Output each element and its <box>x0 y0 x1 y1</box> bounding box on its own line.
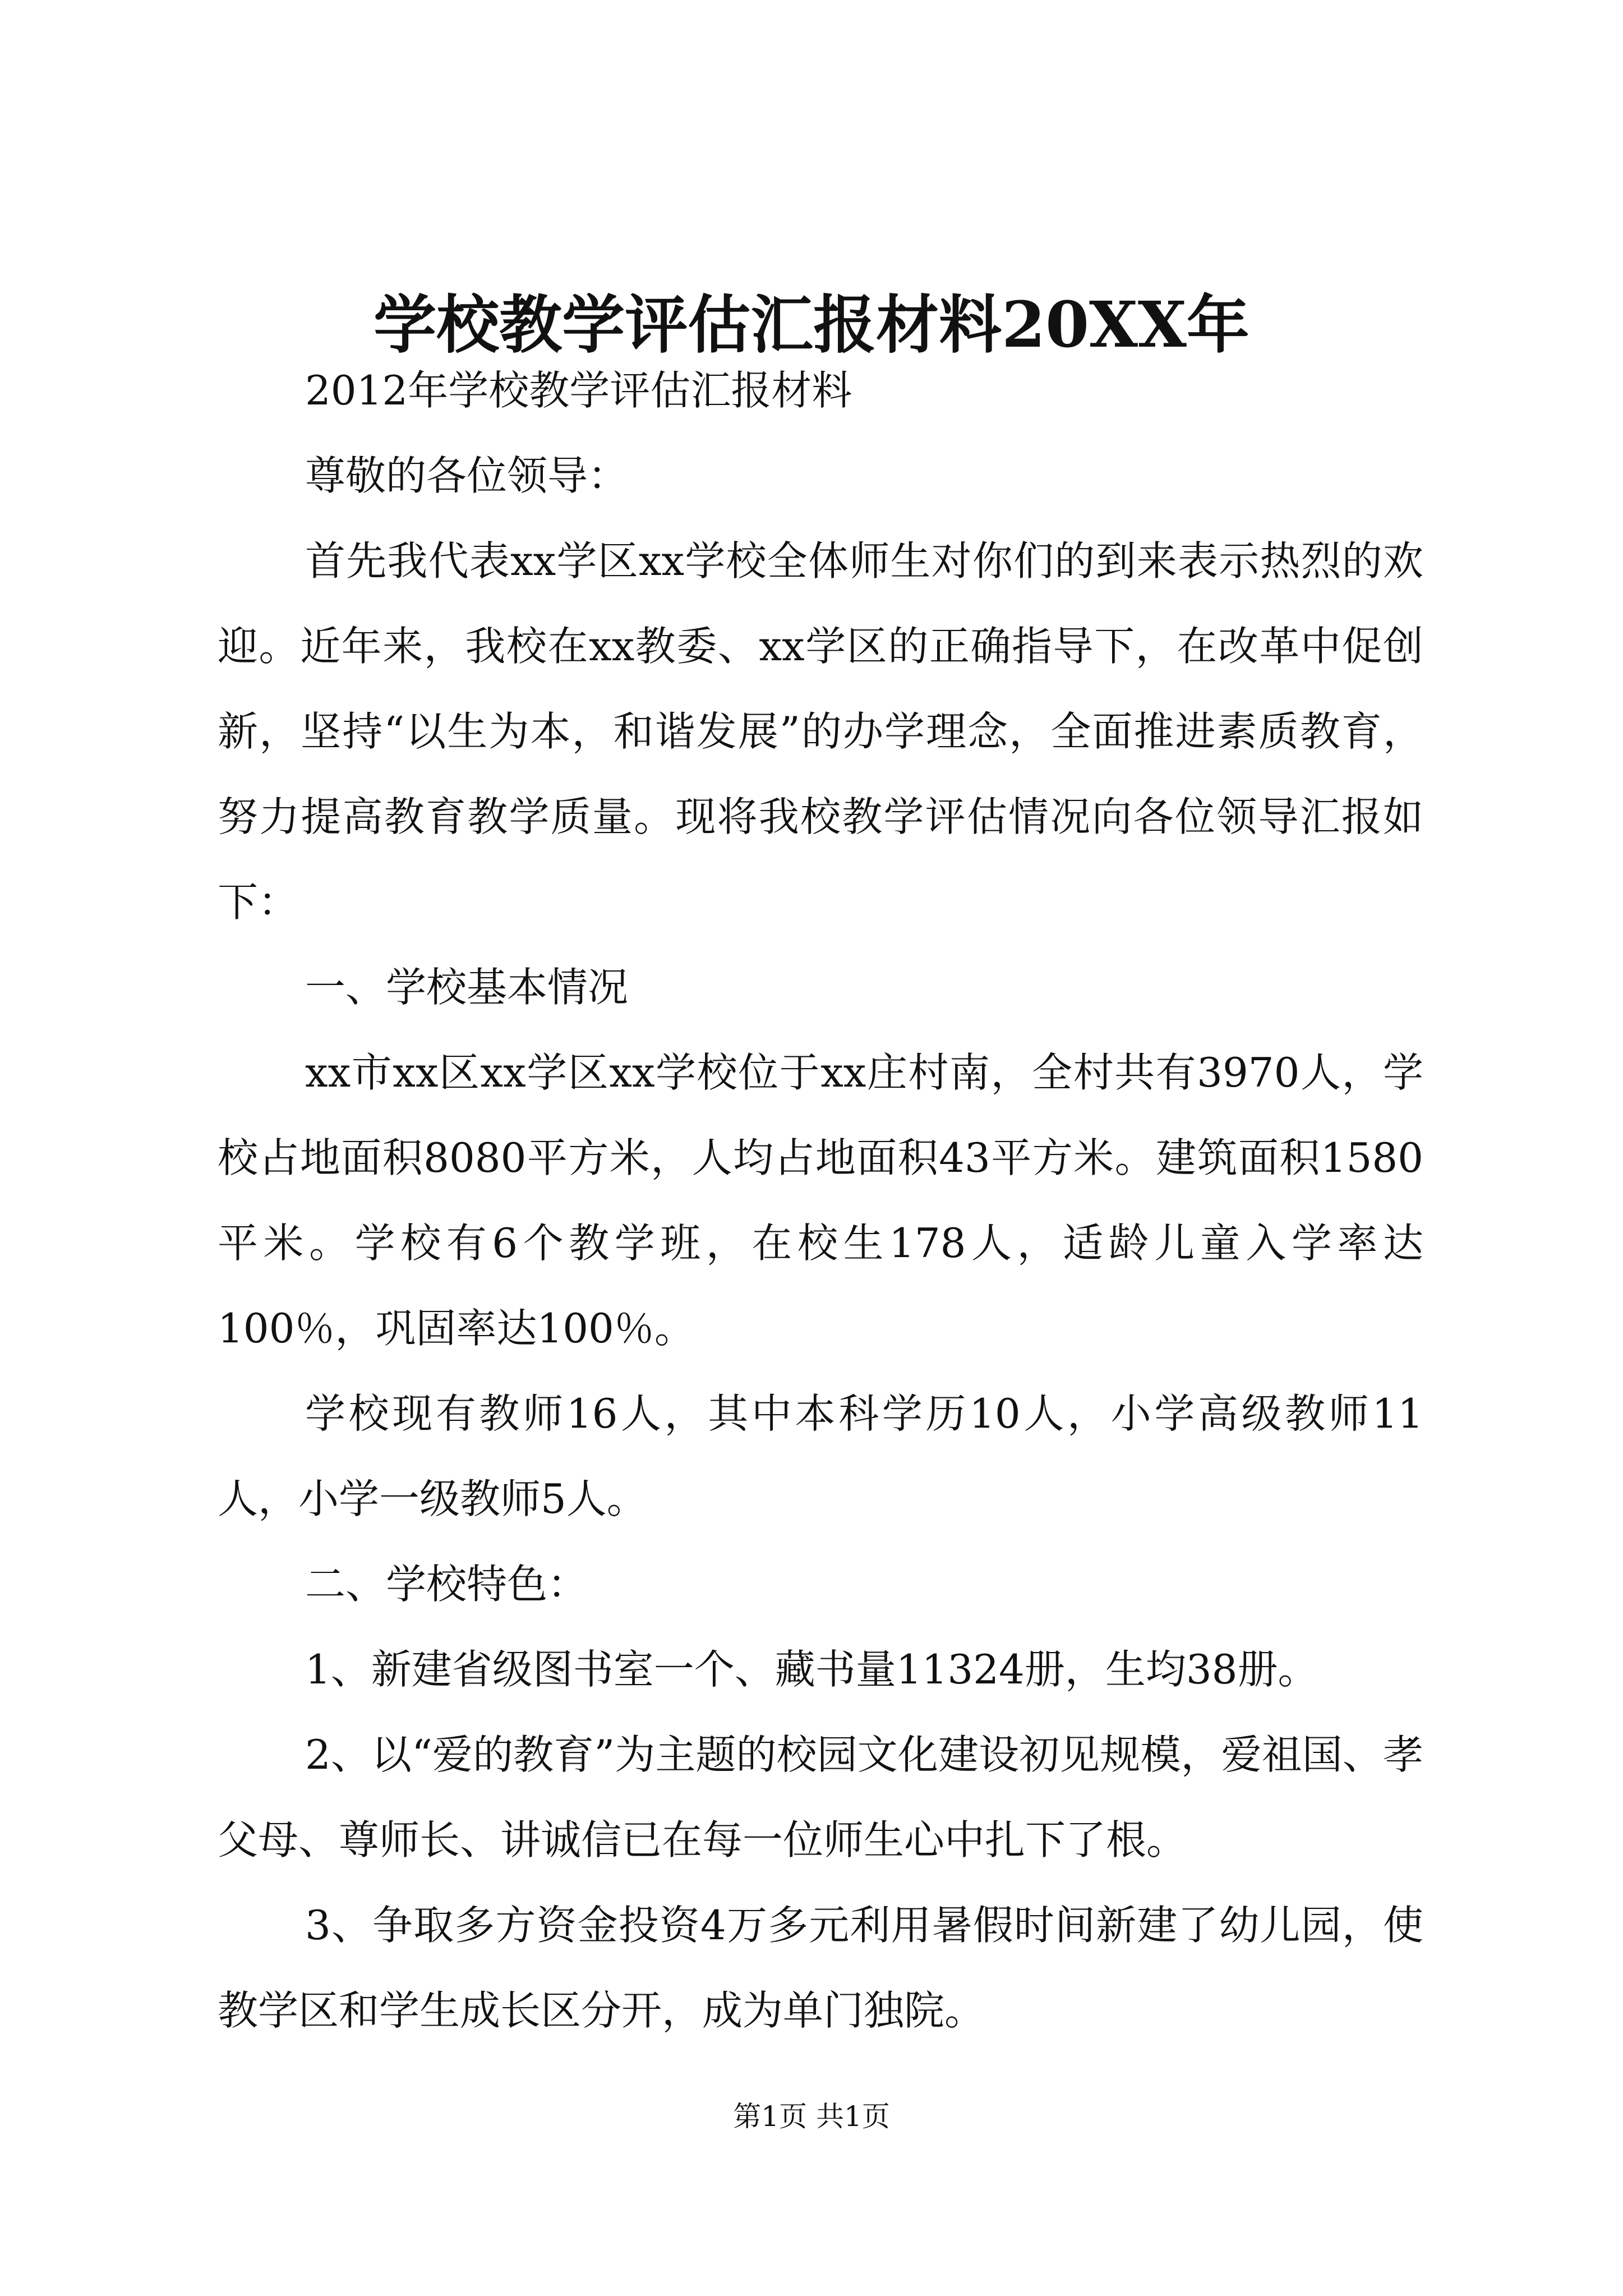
section-heading-features: 二、学校特色： <box>305 1561 588 1608</box>
paragraph-basic-info: xx市xx区xx学区xx学校位于xx庄村南，全村共有3970人，学校占地面积8080平方米，人均占地面积43平方米。建筑面积1580平米。学校有6个教学班，在校生178人，适龄儿童入学率达100％，巩固率达100％。 <box>218 1049 1423 1352</box>
feature-item-3: 3、争取多方资金投资4万多元利用暑假时间新建了幼儿园，使教学区和学生成长区分开，成为单门独院。 <box>218 1902 1423 2034</box>
paragraph-salutation: 尊敬的各位领导： <box>305 452 629 499</box>
document-title: 学校教学评估汇报材料20XX年 <box>374 288 1249 362</box>
section-heading-basic-info: 一、学校基本情况 <box>305 964 629 1011</box>
paragraph-intro: 首先我代表xx学区xx学校全体师生对你们的到来表示热烈的欢迎。近年来，我校在xx教委、xx学区的正确指导下，在改革中促创新，坚持“以生为本，和谐发展”的办学理念，全面推进素质教育，努力提高教育教学质量。现将我校教学评估情况向各位领导汇报如下： <box>218 537 1423 926</box>
page-footer: 第1页 共1页 <box>733 2100 890 2133</box>
paragraph-teachers: 学校现有教师16人，其中本科学历10人，小学高级教师11人，小学一级教师5人。 <box>218 1390 1423 1522</box>
paragraph-subtitle: 2012年学校教学评估汇报材料 <box>305 367 852 414</box>
document-body <box>218 348 1423 2053</box>
feature-item-1: 1、新建省级图书室一个、藏书量11324册，生均38册。 <box>305 1646 1318 1693</box>
feature-item-2: 2、以“爱的教育”为主题的校园文化建设初见规模，爱祖国、孝父母、尊师长、讲诚信已在每一位师生心中扎下了根。 <box>218 1731 1423 1864</box>
